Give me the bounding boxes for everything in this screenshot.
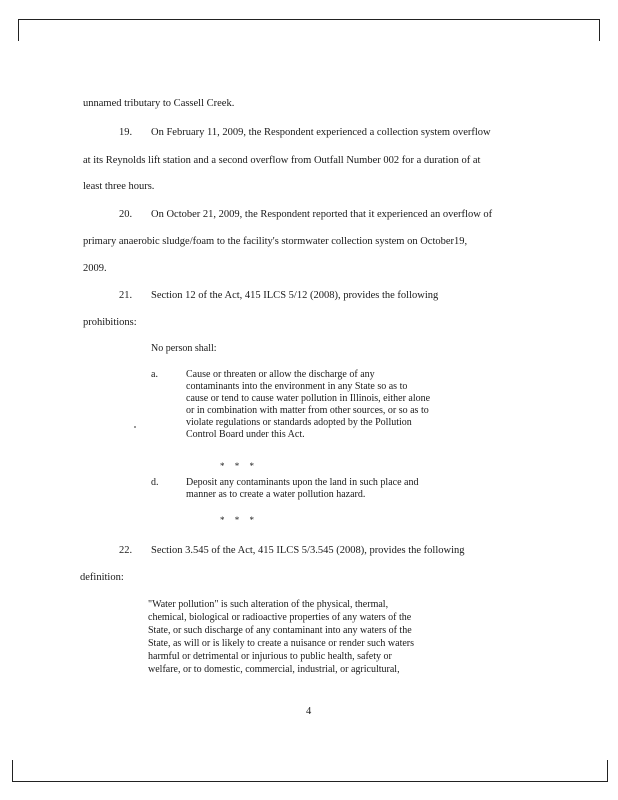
- quote-line: harmful or detrimental or injurious to public health, safety or: [148, 651, 392, 662]
- quote-line: Control Board under this Act.: [186, 429, 305, 440]
- page-number: 4: [306, 706, 312, 717]
- text-line: definition:: [80, 572, 124, 583]
- quote-line: "Water pollution" is such alteration of the physical, thermal,: [148, 599, 389, 610]
- text-line: On October 21, 2009, the Respondent reported that it experienced an overflow of: [151, 209, 493, 220]
- text-line: unnamed tributary to Cassell Creek.: [83, 98, 235, 109]
- quote-line: Cause or threaten or allow the discharge of any: [186, 369, 375, 380]
- ellipsis-stars: * * *: [220, 461, 258, 471]
- ellipsis-stars: * * *: [220, 515, 258, 525]
- text-line: 2009.: [83, 263, 107, 274]
- text-line: at its Reynolds lift station and a second overflow from Outfall Number 002 for a duration of at: [83, 155, 481, 166]
- scan-border-bottom-left: [12, 760, 13, 782]
- quote-line: State, as will or is likely to create a nuisance or render such waters: [148, 638, 415, 649]
- scan-border-right: [599, 19, 600, 41]
- quote-line: No person shall:: [151, 343, 217, 354]
- quote-line: contaminants into the environment in any State so as to: [186, 381, 408, 392]
- text-line: Section 12 of the Act, 415 ILCS 5/12 (2008), provides the following: [151, 290, 439, 301]
- paragraph-number: 20.: [119, 209, 133, 220]
- quote-line: or in combination with matter from other sources, or so as to: [186, 405, 429, 416]
- paragraph-number: 21.: [119, 290, 133, 301]
- paragraph-number: 19.: [119, 127, 133, 138]
- quote-line: State, or such discharge of any contaminant into any waters of the: [148, 625, 412, 636]
- text-line: prohibitions:: [83, 317, 137, 328]
- quote-line: Deposit any contaminants upon the land in such place and: [186, 477, 419, 488]
- quote-line: chemical, biological or radioactive properties of any waters of the: [148, 612, 412, 623]
- text-line: least three hours.: [83, 181, 155, 192]
- text-line: primary anaerobic sludge/foam to the facility's stormwater collection system on October19,: [83, 236, 468, 247]
- quote-line: violate regulations or standards adopted by the Pollution: [186, 417, 412, 428]
- scan-border-left: [18, 19, 19, 41]
- quote-line: manner as to create a water pollution hazard.: [186, 489, 366, 500]
- item-label: a.: [151, 369, 158, 380]
- scan-speck: [134, 426, 136, 428]
- item-label: d.: [151, 477, 159, 488]
- scan-border-bottom: [12, 781, 608, 782]
- scan-border-bottom-right: [607, 760, 608, 782]
- quote-line: cause or tend to cause water pollution in Illinois, either alone: [186, 393, 431, 404]
- text-line: Section 3.545 of the Act, 415 ILCS 5/3.545 (2008), provides the following: [151, 545, 465, 556]
- quote-line: welfare, or to domestic, commercial, industrial, or agricultural,: [148, 664, 400, 675]
- paragraph-number: 22.: [119, 545, 133, 556]
- scan-border-top: [18, 19, 600, 20]
- text-line: On February 11, 2009, the Respondent experienced a collection system overflow: [151, 127, 491, 138]
